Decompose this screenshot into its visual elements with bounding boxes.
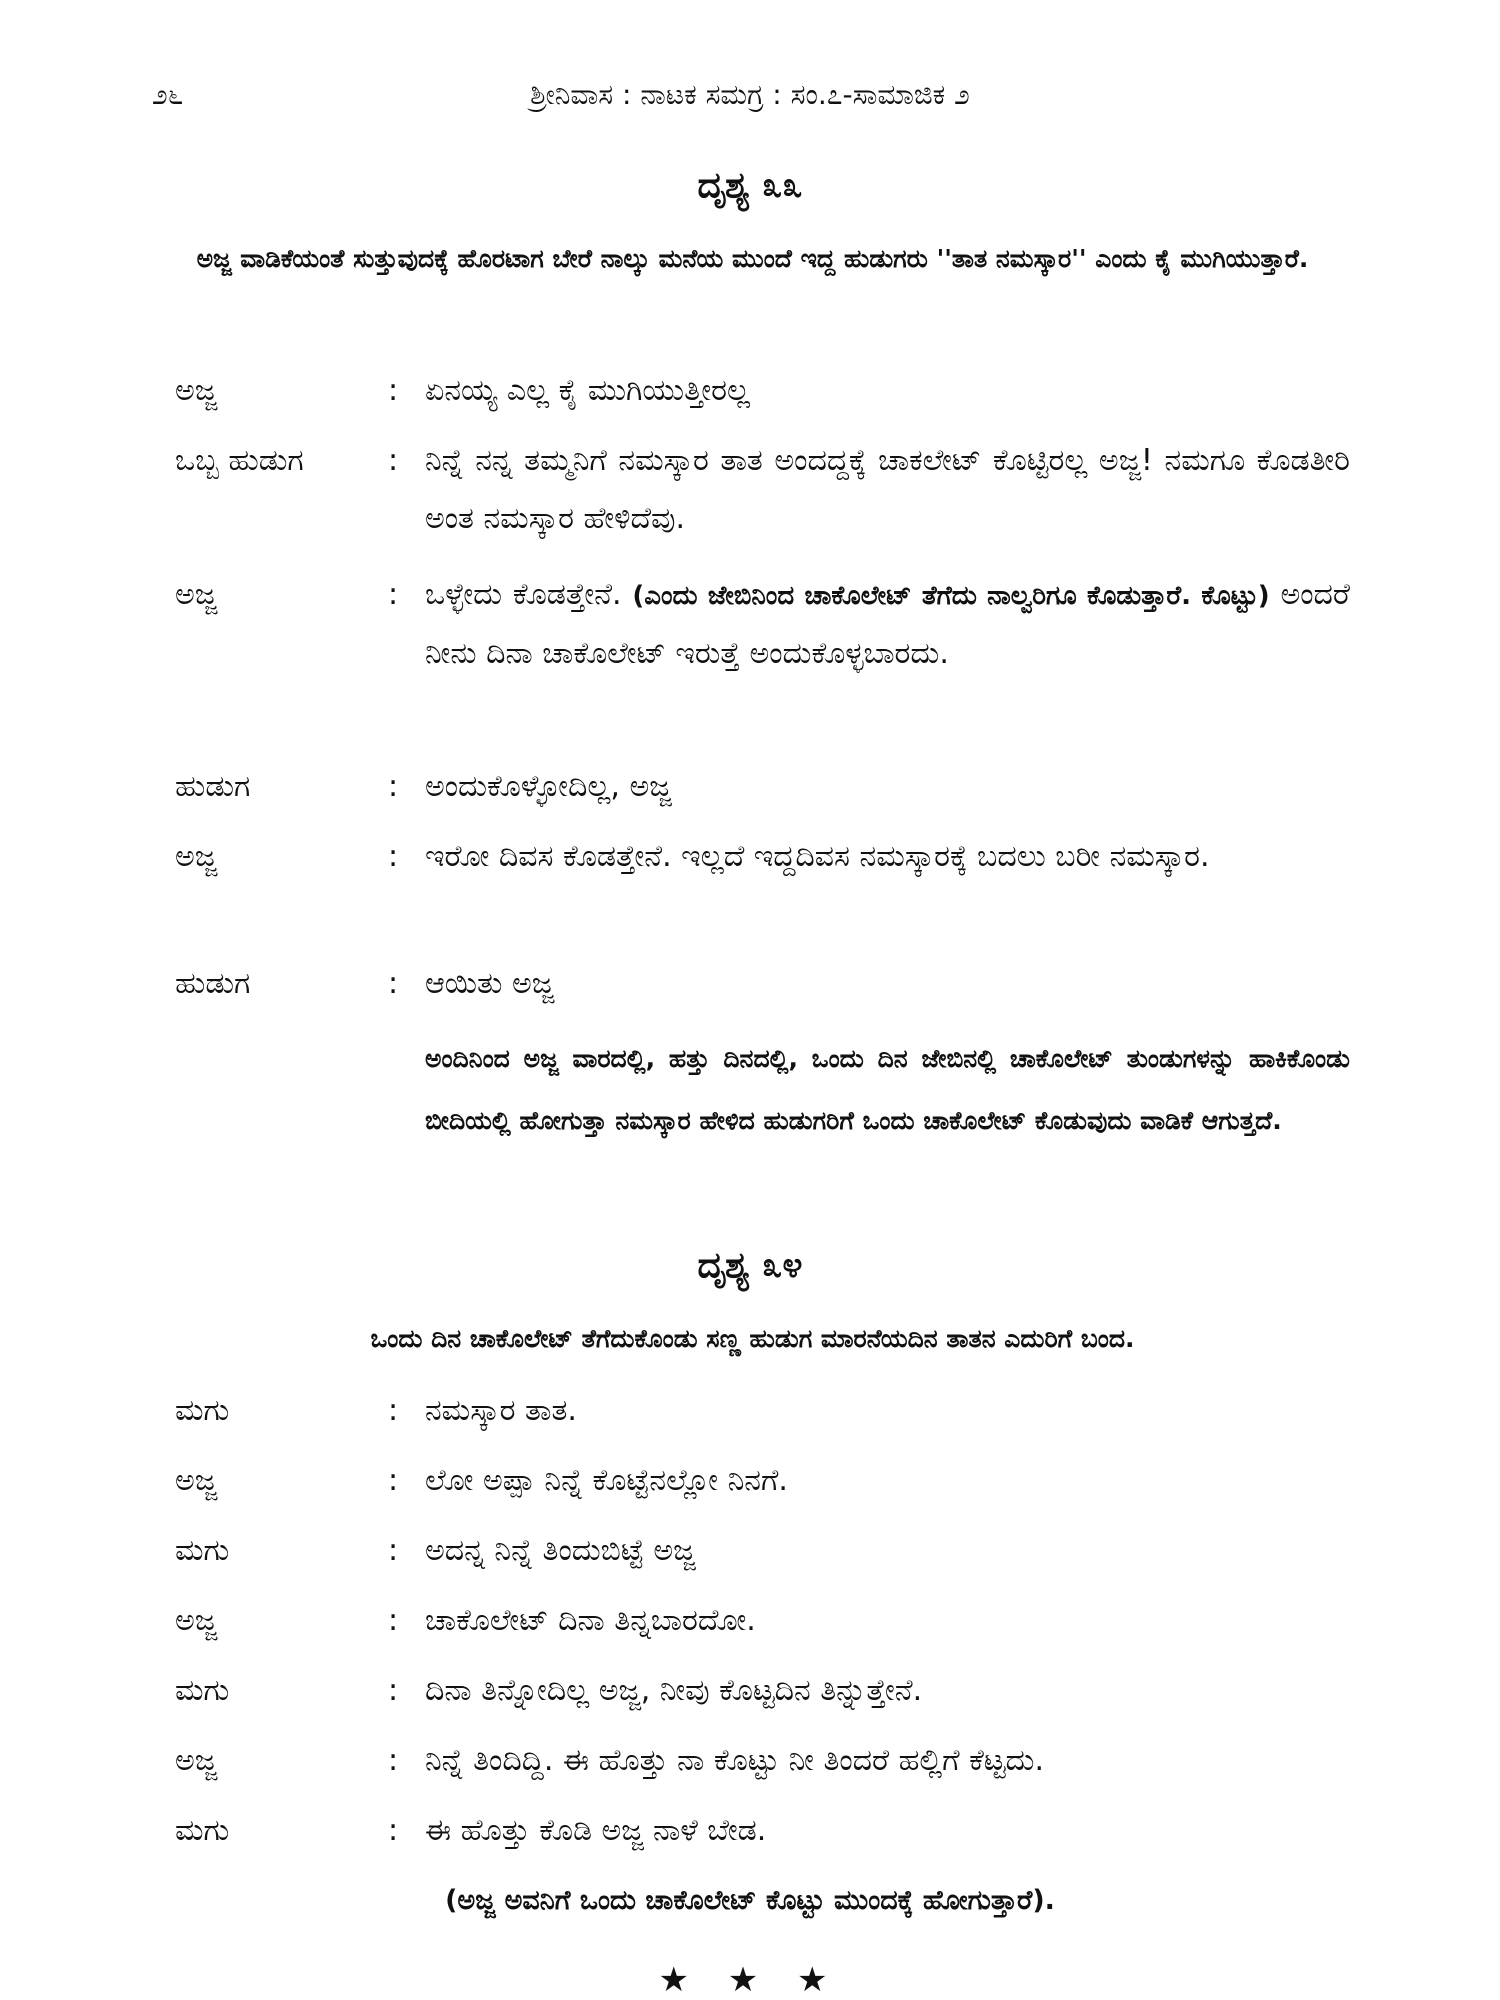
speech-text: ಅಂದುಕೊಳ್ಳೋದಿಲ್ಲ, ಅಜ್ಜ [425,769,672,804]
speaker-name: ಅಜ್ಜ [175,1463,217,1498]
scene-title: ದೃಶ್ಯ ೩೪ [697,1245,803,1286]
speech-text: ಆಯಿತು ಅಜ್ಜ [425,966,554,1001]
speaker-colon: : [388,1673,399,1708]
speech-text: ಏನಯ್ಯ ಎಲ್ಲ ಕೈ ಮುಗಿಯುತ್ತೀರಲ್ಲ [425,373,751,408]
speaker-name: ಅಜ್ಜ [175,577,217,612]
speaker-name: ಮಗು [175,1393,230,1428]
closing-stage-direction: (ಅಜ್ಜ ಅವನಿಗೆ ಒಂದು ಚಾಕೊಲೇಟ್ ಕೊಟ್ಟು ಮುಂದಕ್ಕೆ ಹೋಗುತ್ತಾರೆ). [445,1885,1055,1916]
speaker-name: ಅಜ್ಜ [175,1603,217,1638]
speaker-name: ಮಗು [175,1813,230,1848]
speech-text: ಚಾಕೊಲೇಟ್ ದಿನಾ ತಿನ್ನಬಾರದೋ. [425,1603,756,1638]
speaker-colon: : [388,577,399,612]
scene-intro-stage-direction: ಅಜ್ಜ ವಾಡಿಕೆಯಂತೆ ಸುತ್ತುವುದಕ್ಕೆ ಹೊರಟಾಗ ಬೇರೆ ನಾಲ್ಕು ಮನೆಯ ಮುಂದೆ ಇದ್ದ ಹುಡುಗರು ''ತಾತ ನಮಸ್ಕಾರ'' ಎಂದು ಕೈ ಮುಗಿಯುತ್ತಾರೆ. [196,244,1309,273]
speaker-colon: : [388,443,399,478]
speaker-colon: : [388,1533,399,1568]
speaker-colon: : [388,1813,399,1848]
scene-title: ದೃಶ್ಯ ೩೩ [697,165,803,206]
speaker-colon: : [388,839,399,874]
speech-text: ದಿನಾ ತಿನ್ನೋದಿಲ್ಲ ಅಜ್ಜ, ನೀವು ಕೊಟ್ಟದಿನ ತಿನ್ನುತ್ತೇನೆ. [425,1673,923,1708]
running-header [0,72,1500,122]
speaker-name: ಒಬ್ಬ ಹುಡುಗ [175,443,304,478]
speech-text: ನಮಸ್ಕಾರ ತಾತ. [425,1393,577,1428]
speaker-colon: : [388,1603,399,1638]
speaker-name: ಅಜ್ಜ [175,1743,217,1778]
speaker-name: ಅಜ್ಜ [175,373,217,408]
speaker-name: ಅಜ್ಜ [175,839,217,874]
speaker-colon: : [388,1463,399,1498]
speech-text: ನಿನ್ನೆ ನನ್ನ ತಮ್ಮನಿಗೆ ನಮಸ್ಕಾರ ತಾತ ಅಂದದ್ದಕ್ಕೆ ಚಾಕಲೇಟ್ ಕೊಟ್ಟಿರಲ್ಲ ಅಜ್ಜ! ನಮಗೂ ಕೊಡತೀರಿ ಅಂತ ನಮಸ್ಕಾರ ಹೇಳಿದೆವು. [425,443,1350,536]
speech-text-part: ಒಳ್ಳೇದು ಕೊಡತ್ತೇನೆ. [425,577,622,612]
speech-text-part: ಅಂದರೆ ನೀನು ದಿನಾ ಚಾಕೊಲೇಟ್ ಇರುತ್ತೆ ಅಂದುಕೊಳ್ಳಬಾರದು. [425,577,1350,671]
speech-text: ನಿನ್ನೆ ತಿಂದಿದ್ದಿ. ಈ ಹೊತ್ತು ನಾ ಕೊಟ್ಟು ನೀ ತಿಂದರೆ ಹಲ್ಲಿಗೆ ಕೆಟ್ಟದು. [425,1743,1044,1778]
speech-text: ಇರೋ ದಿವಸ ಕೊಡತ್ತೇನೆ. ಇಲ್ಲದೆ ಇದ್ದದಿವಸ ನಮಸ್ಕಾರಕ್ಕೆ ಬದಲು ಬರೀ ನಮಸ್ಕಾರ. [425,839,1210,874]
running-title: ಶ್ರೀನಿವಾಸ : ನಾಟಕ ಸಮಗ್ರ : ಸಂ.೭-ಸಾಮಾಜಿಕ ೨ [530,78,970,111]
speaker-colon: : [388,373,399,408]
speaker-colon: : [388,966,399,1001]
speaker-name: ಮಗು [175,1673,230,1708]
section-end-stars: ★ ★ ★ [658,1960,842,2000]
speaker-name: ಮಗು [175,1533,230,1568]
speech-text: ಈ ಹೊತ್ತು ಕೊಡಿ ಅಜ್ಜ ನಾಳೆ ಬೇಡ. [425,1813,767,1848]
speaker-colon: : [388,1393,399,1428]
speaker-name: ಹುಡುಗ [175,966,251,1001]
scene-intro-stage-direction: ಒಂದು ದಿನ ಚಾಕೊಲೇಟ್ ತೆಗೆದುಕೊಂಡು ಸಣ್ಣ ಹುಡುಗ ಮಾರನೆಯದಿನ ತಾತನ ಎದುರಿಗೆ ಬಂದ. [370,1324,1135,1353]
speech-text: ಲೋ ಅಪ್ಪಾ ನಿನ್ನೆ ಕೊಟ್ಟೆನಲ್ಲೋ ನಿನಗೆ. [425,1463,788,1498]
closing-stage-direction: ಅಂದಿನಿಂದ ಅಜ್ಜ ವಾರದಲ್ಲಿ, ಹತ್ತು ದಿನದಲ್ಲಿ, ಒಂದು ದಿನ ಜೇಬಿನಲ್ಲಿ ಚಾಕೊಲೇಟ್ ತುಂಡುಗಳನ್ನು ಹಾಕಿಕೊಂಡು ಬೀದಿಯಲ್ಲಿ ಹೋಗುತ್ತಾ ನಮಸ್ಕಾರ ಹೇಳಿದ ಹುಡುಗರಿಗೆ ಒಂದು ಚಾಕೊಲೇಟ್ ಕೊಡುವುದು ವಾಡಿಕೆ ಆಗುತ್ತದೆ. [425,1044,1350,1135]
speaker-name: ಹುಡುಗ [175,769,251,804]
speaker-colon: : [388,1743,399,1778]
speech-text [425,566,1350,683]
speech-text: ಅದನ್ನ ನಿನ್ನೆ ತಿಂದುಬಿಟ್ಟೆ ಅಜ್ಜ [425,1533,696,1568]
speaker-colon: : [388,769,399,804]
inline-stage-direction: (ಎಂದು ಜೇಬಿನಿಂದ ಚಾಕೊಲೇಟ್ ತೆಗೆದು ನಾಲ್ವರಿಗೂ ಕೊಡುತ್ತಾರೆ. ಕೊಟ್ಟು) [632,581,1270,611]
page-number: ೨೬ [152,78,184,111]
